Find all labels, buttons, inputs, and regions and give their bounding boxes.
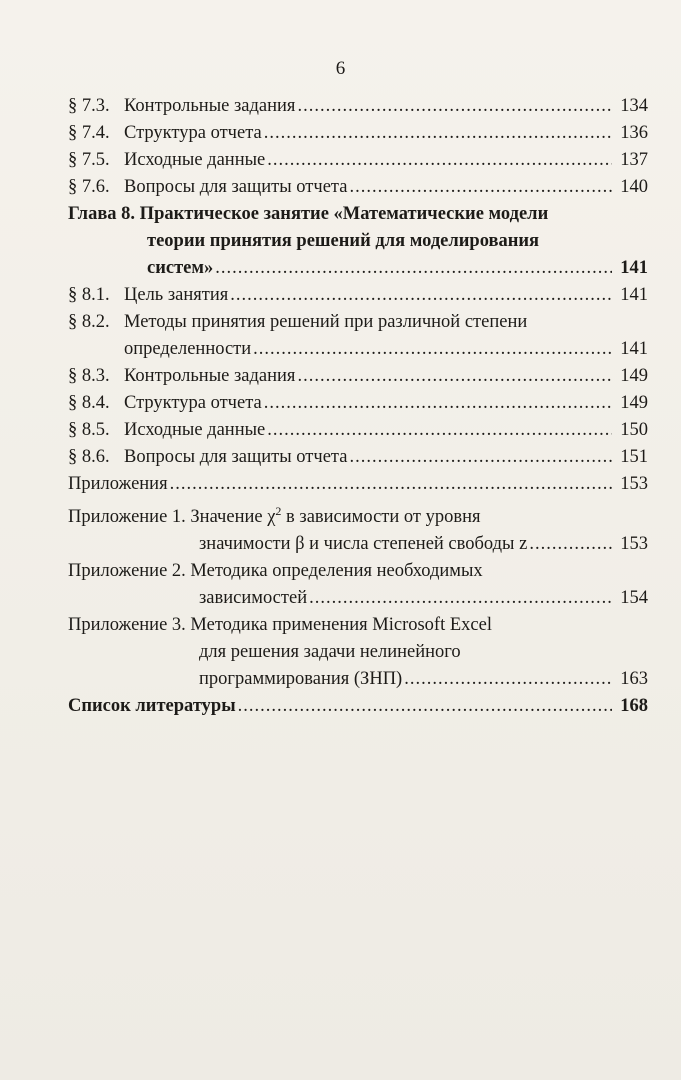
page-ref: 149 [620, 393, 648, 413]
section-title: Вопросы для защиты отчета [124, 447, 348, 467]
toc-entry-8-6 [68, 444, 648, 471]
section-number: § 8.3. [68, 366, 110, 386]
toc-entry-7-4 [68, 120, 648, 147]
toc-entry-chapter-8 [68, 255, 648, 282]
toc-entry-appendix-3 [68, 666, 648, 693]
toc-entry-appendices [68, 471, 648, 498]
dot-leader [264, 390, 612, 417]
section-title: Вопросы для защиты отчета [124, 177, 348, 197]
page-ref: 168 [620, 696, 648, 717]
appendix-2-title-line2: зависимостей [199, 588, 308, 609]
dot-leader [297, 93, 612, 120]
dot-leader [253, 336, 612, 363]
appendix-1-title-prefix: Приложение 1. Значение χ [68, 507, 276, 528]
chapter-8-title-line3: систем» [147, 258, 214, 278]
appendix-1-title-line2: значимости β и числа степеней свободы z [199, 534, 528, 555]
dot-leader [215, 255, 612, 282]
dot-leader [264, 120, 612, 147]
appendix-3-line1: Приложение 3. Методика применения Microsoft Excel [68, 615, 492, 636]
toc-entry-8-3 [68, 363, 648, 390]
section-title: Цель занятия [124, 285, 229, 305]
page-ref: 137 [620, 150, 648, 170]
dot-leader [230, 282, 612, 309]
section-title-continued: определенности [124, 339, 252, 359]
page-number: 6 [335, 58, 346, 79]
page-ref: 134 [620, 96, 648, 116]
toc-entry-8-4 [68, 390, 648, 417]
page-ref: 149 [620, 366, 648, 386]
section-title: Исходные данные [124, 150, 266, 170]
toc-entry-appendix-2 [68, 585, 648, 612]
section-title: Исходные данные [124, 420, 266, 440]
page-ref: 141 [620, 285, 648, 305]
toc-entry-8-1 [68, 282, 648, 309]
toc-entry-8-2-line2 [68, 336, 648, 363]
references-title: Список литературы [68, 696, 236, 717]
section-number: § 8.6. [68, 447, 110, 467]
page-ref: 153 [620, 474, 648, 494]
chapter-8-title-line2: теории принятия решений для моделирования [147, 231, 540, 251]
section-number: § 7.6. [68, 177, 110, 197]
page-ref: 150 [620, 420, 648, 440]
page-ref: 153 [620, 534, 648, 555]
page-ref: 141 [620, 339, 648, 359]
dot-leader [267, 147, 612, 174]
chi-square-superscript: 2 [275, 504, 282, 518]
section-title: Структура отчета [124, 123, 262, 143]
chapter-8-title-line1: Глава 8. Практическое занятие «Математические модели [68, 204, 549, 224]
section-title: Контрольные задания [124, 366, 296, 386]
page-ref: 163 [620, 669, 648, 690]
page-ref: 151 [620, 447, 648, 467]
page-ref: 140 [620, 177, 648, 197]
table-of-contents [68, 93, 648, 720]
page-ref: 136 [620, 123, 648, 143]
section-number: § 8.5. [68, 420, 110, 440]
dot-leader [309, 585, 612, 612]
toc-entry-references [68, 693, 648, 720]
appendix-3-line2: для решения задачи нелинейного [199, 642, 461, 663]
toc-entry-7-6 [68, 174, 648, 201]
section-number: § 8.4. [68, 393, 110, 413]
dot-leader [297, 363, 612, 390]
dot-leader [404, 666, 612, 693]
section-number: § 8.2. [68, 312, 110, 332]
appendix-2-line1: Приложение 2. Методика определения необходимых [68, 561, 483, 582]
toc-entry-7-5 [68, 147, 648, 174]
section-number: § 8.1. [68, 285, 110, 305]
dot-leader [170, 471, 612, 498]
appendix-3-title-line3: программирования (ЗНП) [199, 669, 403, 690]
section-number: § 7.3. [68, 96, 110, 116]
section-title: Контрольные задания [124, 96, 296, 116]
page-ref: 141 [620, 258, 648, 278]
dot-leader [349, 444, 612, 471]
dot-leader [267, 417, 612, 444]
toc-entry-8-2-line1 [68, 309, 648, 336]
dot-leader [238, 693, 612, 720]
appendices-title: Приложения [68, 474, 168, 494]
section-number: § 7.5. [68, 150, 110, 170]
toc-entry-appendix-1 [68, 531, 648, 558]
section-title: Методы принятия решений при различной степени [124, 312, 528, 332]
dot-leader [349, 174, 612, 201]
dot-leader [529, 531, 612, 558]
appendix-1-title-suffix: в зависимости от уровня [281, 507, 481, 528]
section-title: Структура отчета [124, 393, 262, 413]
toc-entry-8-5 [68, 417, 648, 444]
page-ref: 154 [620, 588, 648, 609]
toc-entry-7-3 [68, 93, 648, 120]
section-number: § 7.4. [68, 123, 110, 143]
appendix-1-line1 [68, 498, 648, 531]
